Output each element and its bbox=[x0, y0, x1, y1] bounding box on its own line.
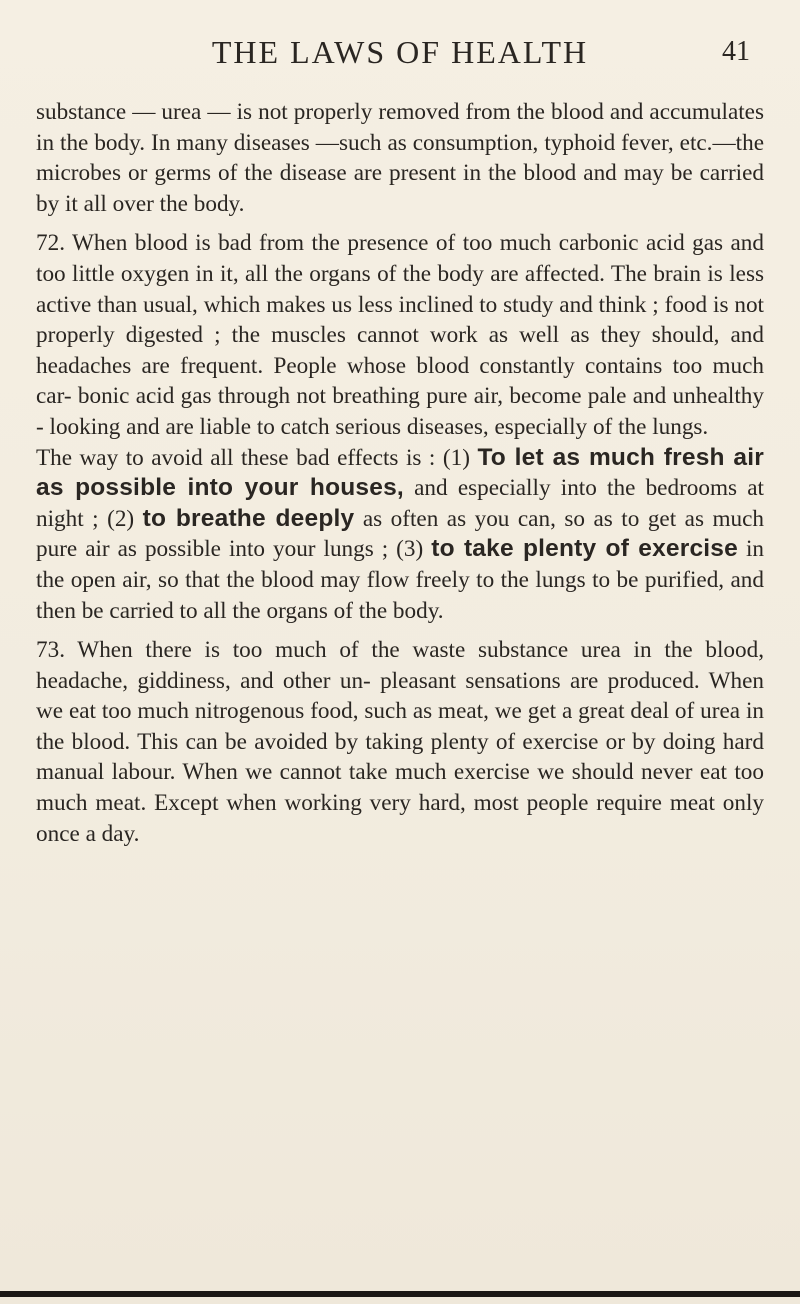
emphasis-fresh-air: To let as much fresh air as possible into your houses, bbox=[36, 443, 765, 502]
page-bottom-edge bbox=[0, 1291, 800, 1297]
running-title: THE LAWS OF HEALTH bbox=[211, 34, 589, 70]
paragraph-text: 72. When blood is bad from the presence of too much carbonic acid gas and too little oxygen in it, all the organs of the body are affected. The brain is less active than usual, which makes us less inclined to study and think ; food is not properly digested ; the muscles cannot work as well as they should, and headaches are frequent. People whose blood constantly contains too much car- bonic acid gas through not breathing pure air, become pale and unhealthy - looking and are liable to catch serious diseases, especially of the lungs. bbox=[36, 230, 764, 440]
paragraph-text: and especially into the bedrooms at night ; (2) bbox=[36, 475, 764, 532]
paragraph-text: in the open air, so that the blood may flow freely to the lungs to be purified, and then be carried to all the organs of the body. bbox=[36, 536, 764, 624]
paragraph-text: 73. When there is too much of the waste substance urea in the blood, headache, giddiness, and other un- pleasant sensations are produced. When we eat too much nitrogenous food, such as meat, we get a great deal of urea in the blood. This can be avoided by taking plenty of exercise or by doing hard manual labour. When we cannot take much exercise we should never eat too much meat. Except when working very hard, most people require meat only once a day. bbox=[36, 637, 764, 847]
paragraph-remedies bbox=[36, 443, 764, 627]
emphasis-take-exercise: to take plenty of exercise bbox=[431, 535, 738, 563]
emphasis-breathe-deeply: to breathe deeply bbox=[142, 504, 355, 532]
paragraph-text: substance — urea — is not properly removed from the blood and accumulates in the body. In many diseases —such as consumption, typhoid fever, etc.—the microbes or germs of the disease are present in the blood and may be carried by it all over the body. bbox=[36, 99, 764, 217]
body-text bbox=[36, 97, 764, 858]
paragraph-72 bbox=[36, 228, 764, 442]
running-head bbox=[0, 32, 800, 72]
paragraph bbox=[36, 97, 764, 219]
paragraph-text: The way to avoid all these bad effects is : (1) bbox=[36, 444, 478, 471]
paragraph-73 bbox=[36, 635, 764, 849]
paragraph-text: as often as you can, so as to get as much pure air as possible into your lungs ; (3) bbox=[36, 505, 764, 563]
page-number: 41 bbox=[722, 36, 750, 67]
